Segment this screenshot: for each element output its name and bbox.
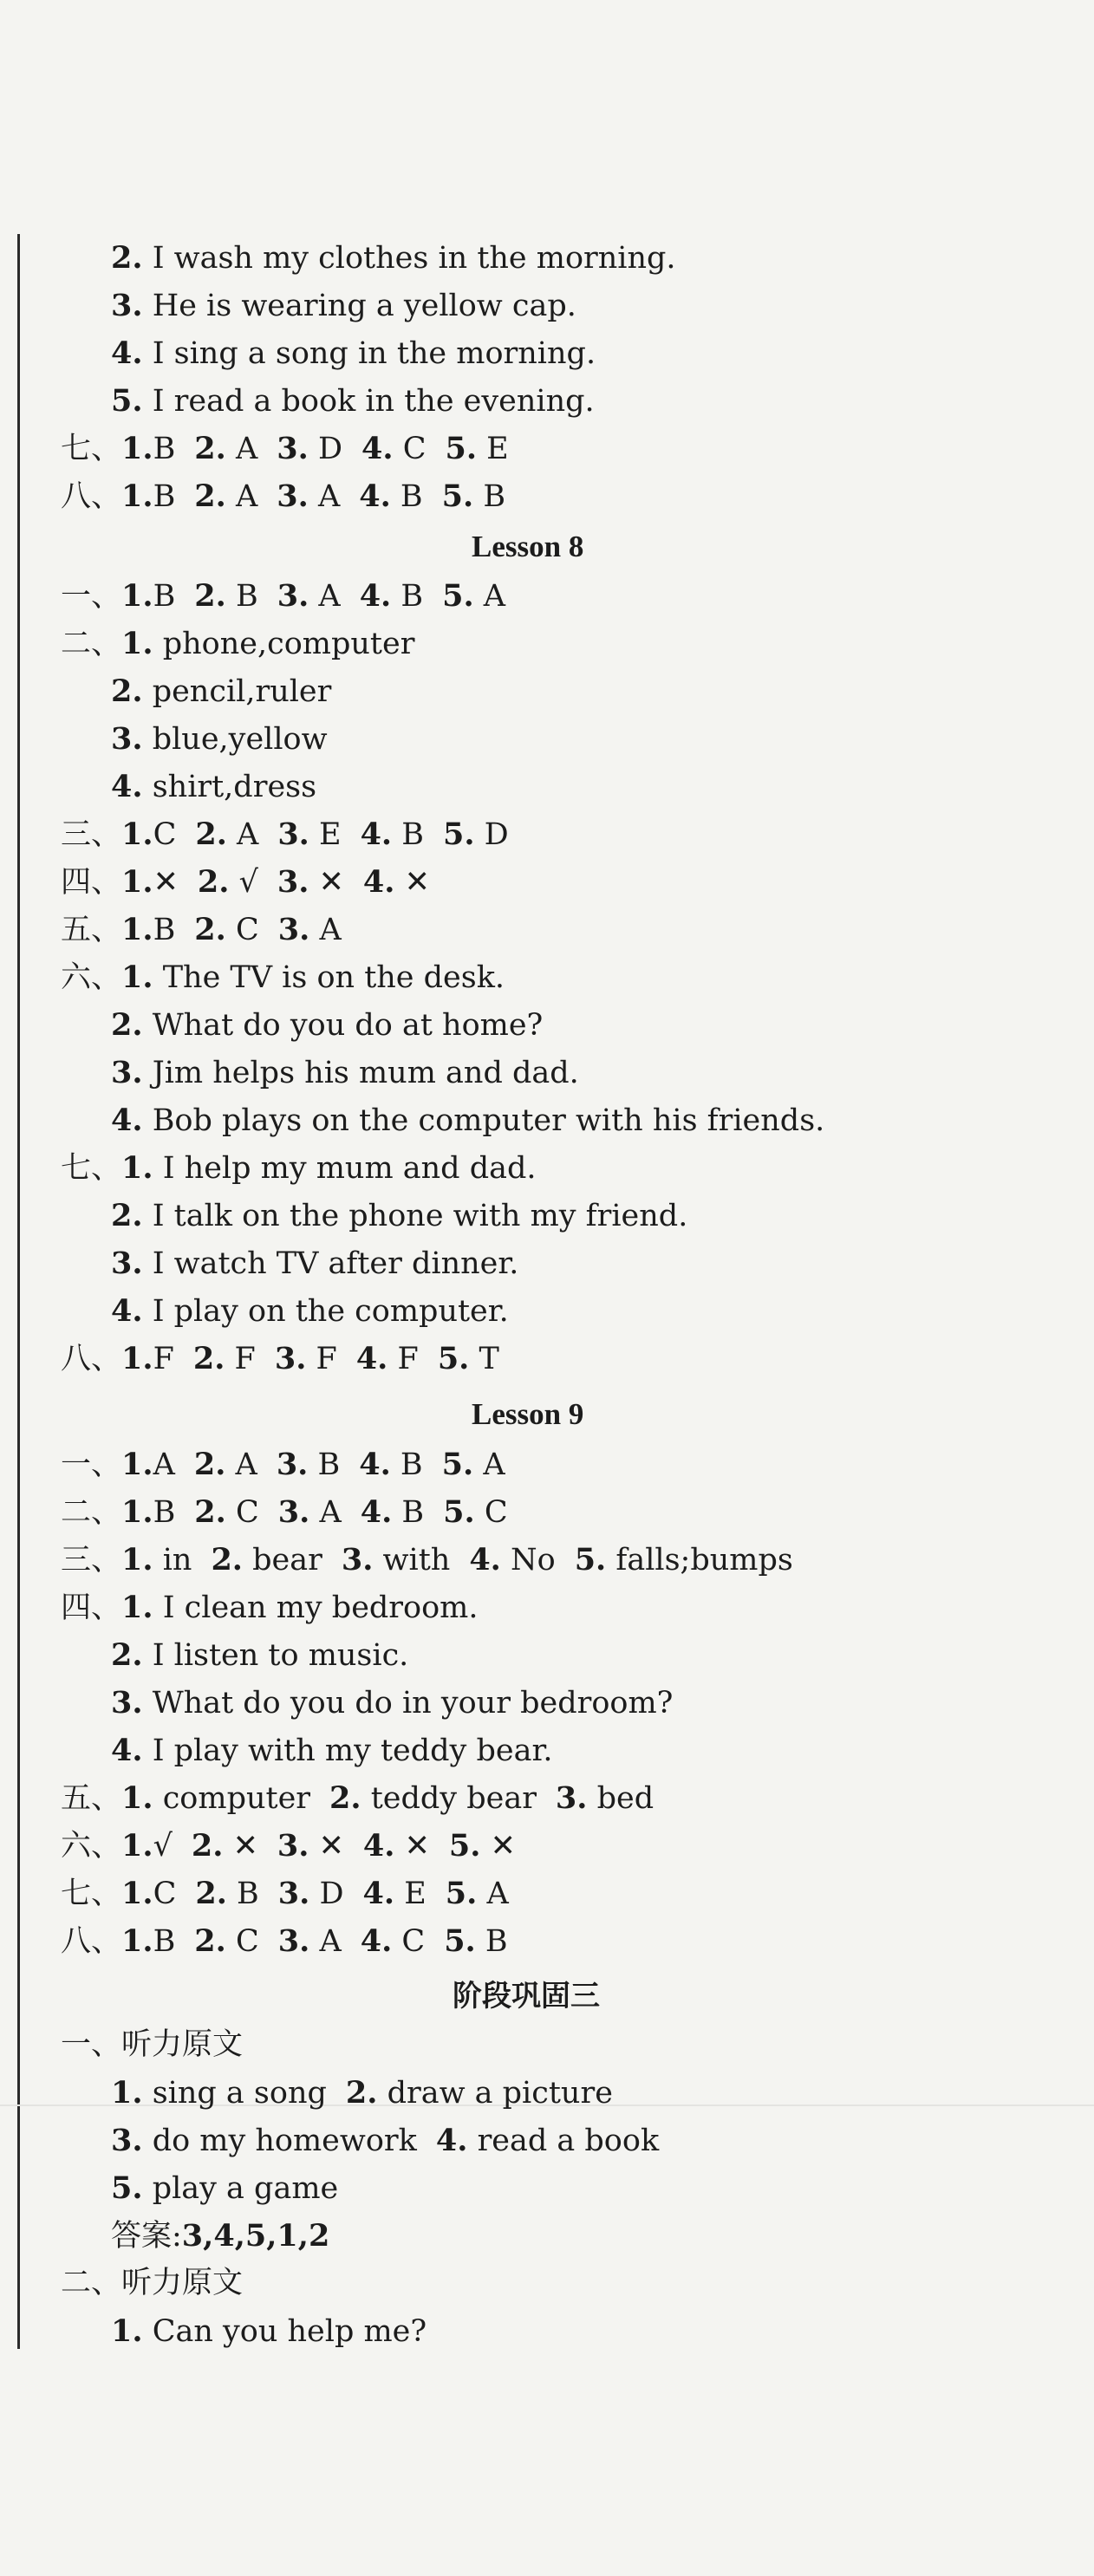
l8-section-five: 五、1.B 2. C 3. A (61, 912, 342, 947)
answer-line: 1. Can you help me? (111, 2313, 427, 2349)
answer-line: 5. I read a book in the evening. (111, 383, 595, 419)
answer-line: 3. blue,yellow (111, 721, 328, 757)
l9-section-two: 二、1.B 2. C 3. A 4. B 5. C (61, 1494, 508, 1530)
left-margin-rule (17, 234, 20, 2349)
answer-line: 2. I wash my clothes in the morning. (111, 240, 676, 276)
answer-line: 4. shirt,dress (111, 769, 317, 804)
stage-section-two: 二、听力原文 (61, 2266, 244, 2300)
stage-review-heading: 阶段巩固三 (453, 1979, 600, 2013)
l9-section-one: 一、1.A 2. A 3. B 4. B 5. A (61, 1447, 505, 1482)
l9-section-four: 四、1. I clean my bedroom. (61, 1590, 479, 1625)
answer-summary: 答案:3,4,5,1,2 (111, 2218, 330, 2254)
answer-line: 3. He is wearing a yellow cap. (111, 288, 576, 323)
lesson-8-heading: Lesson 8 (472, 530, 584, 563)
answer-line: 3. Jim helps his mum and dad. (111, 1055, 579, 1090)
listening-items-row: 5. play a game (111, 2170, 339, 2206)
answer-line: 3. What do you do in your bedroom? (111, 1685, 674, 1721)
lesson-9-heading: Lesson 9 (472, 1397, 584, 1431)
l8-section-two: 二、1. phone,computer (61, 626, 415, 661)
l8-section-four: 四、1.✕ 2. √ 3. ✕ 4. ✕ (61, 864, 430, 900)
l9-section-seven: 七、1.C 2. B 3. D 4. E 5. A (61, 1876, 509, 1911)
l8-section-one: 一、1.B 2. B 3. A 4. B 5. A (61, 578, 506, 614)
stage-section-one: 一、听力原文 (61, 2027, 244, 2062)
l9-section-three: 三、1. in 2. bear 3. with 4. No 5. falls;bumps (61, 1542, 793, 1577)
answer-line: 4. I sing a song in the morning. (111, 335, 596, 371)
listening-items-row: 3. do my homework 4. read a book (111, 2123, 660, 2158)
answer-line: 3. I watch TV after dinner. (111, 1246, 519, 1281)
l9-section-six: 六、1.√ 2. ✕ 3. ✕ 4. ✕ 5. ✕ (61, 1828, 516, 1864)
section-eight-answers: 八、1.B 2. A 3. A 4. B 5. B (61, 478, 506, 514)
l8-section-eight: 八、1.F 2. F 3. F 4. F 5. T (61, 1341, 499, 1376)
l9-section-eight: 八、1.B 2. C 3. A 4. C 5. B (61, 1923, 508, 1959)
l8-section-six: 六、1. The TV is on the desk. (61, 959, 505, 995)
answer-line: 4. I play with my teddy bear. (111, 1733, 553, 1768)
answer-line: 2. What do you do at home? (111, 1007, 544, 1043)
section-seven-answers: 七、1.B 2. A 3. D 4. C 5. E (61, 431, 509, 466)
answer-line: 2. I talk on the phone with my friend. (111, 1198, 688, 1233)
l9-section-five: 五、1. computer 2. teddy bear 3. bed (61, 1780, 654, 1816)
answer-line: 4. I play on the computer. (111, 1293, 509, 1329)
answer-line: 2. I listen to music. (111, 1637, 409, 1673)
listening-items-row: 1. sing a song 2. draw a picture (111, 2075, 613, 2111)
answer-line: 2. pencil,ruler (111, 673, 332, 709)
answer-line: 4. Bob plays on the computer with his friends. (111, 1103, 825, 1138)
l8-section-three: 三、1.C 2. A 3. E 4. B 5. D (61, 816, 509, 852)
l8-section-seven: 七、1. I help my mum and dad. (61, 1150, 537, 1186)
